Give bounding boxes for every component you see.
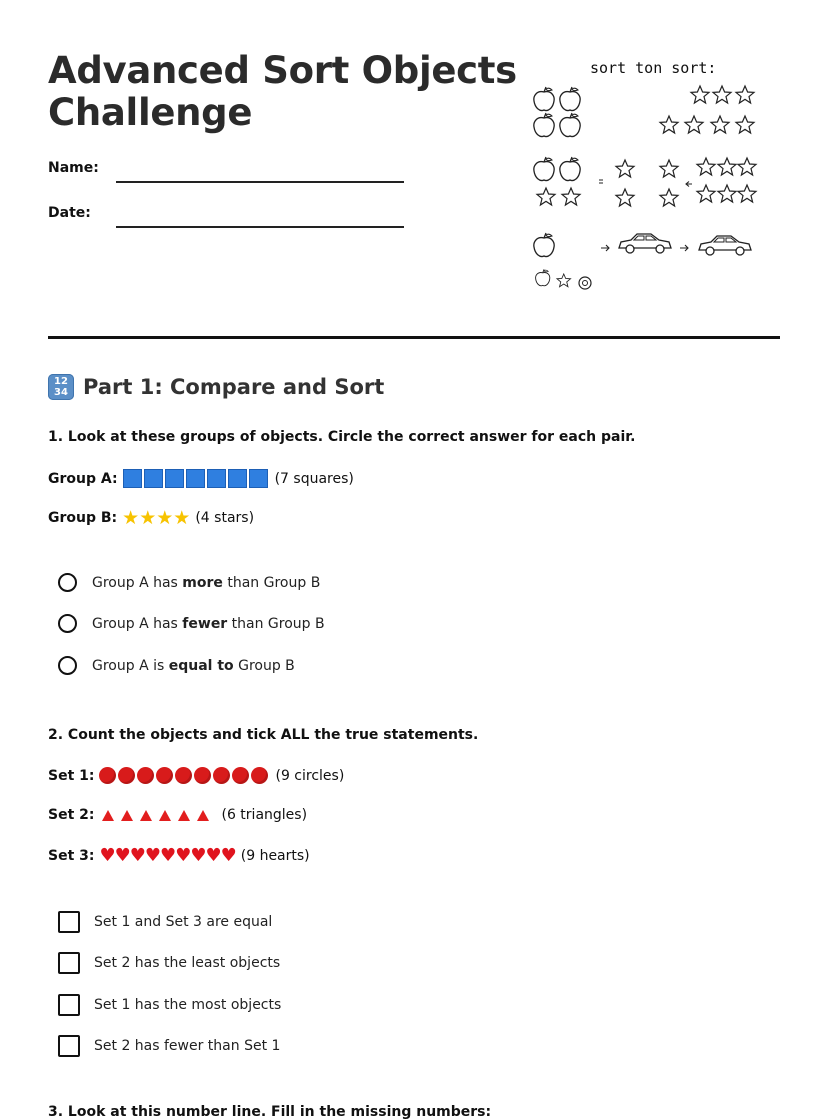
red-triangle-icon [197, 810, 209, 821]
set-3-hearts [99, 847, 235, 865]
star-icon [691, 86, 709, 103]
red-circle-icon [137, 767, 154, 784]
set-3-label: Set 3: [48, 848, 95, 864]
option-text-post: than Group B [227, 615, 325, 632]
illustration-caption: sort ton sort: [590, 59, 717, 77]
option-text-post: Group B [233, 657, 295, 674]
date-input-line[interactable] [116, 226, 404, 228]
set-3-note: (9 hearts) [240, 848, 310, 864]
star-icon [537, 188, 555, 205]
set-1-label: Set 1: [48, 767, 95, 784]
heart-icon: ♥ [160, 845, 177, 866]
section-divider [48, 336, 780, 339]
name-input-line[interactable] [116, 181, 404, 183]
name-label: Name: [48, 160, 99, 176]
option-text-pre: Group A has [92, 615, 183, 632]
group-a-row [48, 469, 354, 488]
set-2-triangles [102, 810, 216, 821]
group-a-label: Group A: [48, 470, 118, 487]
blue-square-icon [123, 469, 142, 488]
red-triangle-icon [121, 810, 133, 821]
group-b-stars [122, 509, 190, 527]
statement-text: Set 2 has the least objects [94, 955, 281, 971]
radio-circle[interactable] [58, 656, 77, 675]
question-1-prompt: 1. Look at these groups of objects. Circle the correct answer for each pair. [48, 429, 636, 445]
red-triangle-icon [159, 810, 171, 821]
star-icon [738, 158, 756, 175]
heart-icon: ♥ [114, 845, 131, 866]
red-triangle-icon [102, 810, 114, 821]
statement-item[interactable] [58, 994, 281, 1016]
star-icon [738, 185, 756, 202]
apple-icon [560, 157, 580, 181]
blue-square-icon [228, 469, 247, 488]
star-icon [685, 116, 703, 133]
heart-icon: ♥ [99, 845, 116, 866]
answer-option[interactable] [58, 656, 295, 675]
star-icon [718, 185, 736, 202]
star-icon [711, 116, 729, 133]
apple-icon [536, 269, 550, 285]
apple-icon [534, 113, 554, 137]
question-3-prompt: 3. Look at this number line. Fill in the missing numbers: [48, 1104, 492, 1120]
set-1-circles [99, 767, 270, 784]
radio-circle[interactable] [58, 573, 77, 592]
answer-option[interactable] [58, 573, 320, 592]
star-icon [660, 160, 678, 177]
checkbox[interactable] [58, 952, 80, 974]
star-icon [718, 158, 736, 175]
red-circle-icon [232, 767, 249, 784]
star-icon [713, 86, 731, 103]
star-icon [616, 160, 634, 177]
group-a-note: (7 squares) [274, 470, 354, 487]
checkbox[interactable] [58, 911, 80, 933]
option-text-pre: Group A has [92, 574, 183, 591]
star-icon [562, 188, 580, 205]
set-2-label: Set 2: [48, 807, 95, 823]
statement-item[interactable] [58, 1035, 280, 1057]
red-circle-icon [175, 767, 192, 784]
part1-title: Part 1: Compare and Sort [83, 375, 385, 399]
answer-option-text [92, 658, 295, 674]
date-label: Date: [48, 205, 91, 221]
statement-text: Set 1 has the most objects [94, 997, 282, 1013]
red-circle-icon [118, 767, 135, 784]
star-icon [616, 189, 634, 206]
red-triangle-icon [140, 810, 152, 821]
option-text-pre: Group A is [92, 657, 169, 674]
statement-item[interactable] [58, 911, 272, 933]
statement-text: Set 2 has fewer than Set 1 [94, 1038, 281, 1054]
blue-square-icon [207, 469, 226, 488]
apple-icon [534, 157, 554, 181]
radio-circle[interactable] [58, 614, 77, 633]
group-a-squares [123, 469, 270, 488]
red-circle-icon [194, 767, 211, 784]
answer-option-text [92, 575, 320, 591]
option-text-emphasis: equal to [168, 657, 234, 674]
blue-square-icon [186, 469, 205, 488]
statement-text: Set 1 and Set 3 are equal [94, 914, 273, 930]
answer-option[interactable] [58, 614, 325, 633]
red-circle-icon [156, 767, 173, 784]
keycap-bottom-digits: 34 [54, 387, 68, 398]
star-icon: ★ [139, 507, 157, 529]
apple-icon [534, 87, 554, 111]
option-text-post: than Group B [222, 574, 321, 591]
blue-square-icon [249, 469, 268, 488]
group-b-label: Group B: [48, 510, 118, 526]
red-circle-icon [213, 767, 230, 784]
option-text-emphasis: fewer [182, 615, 228, 632]
apple-icon [534, 233, 554, 257]
car-icon [619, 234, 671, 253]
group-b-row [48, 509, 254, 527]
red-circle-icon [99, 767, 116, 784]
keycap-top-digits: 12 [54, 376, 68, 387]
red-triangle-icon [178, 810, 190, 821]
star-icon: ★ [156, 507, 174, 529]
star-icon [736, 116, 754, 133]
car-icon [699, 236, 751, 255]
heart-icon: ♥ [175, 845, 192, 866]
group-b-note: (4 stars) [195, 510, 255, 526]
part1-heading [48, 374, 384, 400]
blue-square-icon [144, 469, 163, 488]
set-2-row [48, 807, 307, 823]
question-2-prompt: 2. Count the objects and tick ALL the true statements. [48, 727, 479, 743]
star-icon [660, 116, 678, 133]
keycap-1234-icon [48, 374, 74, 400]
red-circle-icon [251, 767, 268, 784]
heart-icon: ♥ [205, 845, 222, 866]
answer-option-text [92, 616, 325, 632]
set-3-row [48, 847, 310, 865]
small-wheel-hub [583, 281, 588, 286]
star-icon: ★ [122, 507, 140, 529]
set-1-note: (9 circles) [275, 767, 345, 784]
star-icon [660, 189, 678, 206]
option-text-emphasis: more [182, 574, 223, 591]
star-icon [736, 86, 754, 103]
sorting-illustration [525, 56, 765, 296]
checkbox[interactable] [58, 1035, 80, 1057]
heart-icon: ♥ [129, 845, 146, 866]
heart-icon: ♥ [144, 845, 162, 866]
small-wheel-icon [579, 277, 591, 289]
set-1-row [48, 767, 344, 784]
apple-icon [560, 113, 580, 137]
statement-item[interactable] [58, 952, 280, 974]
set-2-note: (6 triangles) [221, 807, 308, 823]
star-icon [697, 158, 715, 175]
worksheet-title: Advanced Sort Objects Challenge [48, 49, 517, 134]
heart-icon: ♥ [220, 845, 237, 866]
blue-square-icon [165, 469, 184, 488]
apple-icon [560, 87, 580, 111]
star-icon [697, 185, 715, 202]
star-icon [557, 274, 571, 287]
heart-icon: ♥ [190, 845, 207, 866]
checkbox[interactable] [58, 994, 80, 1016]
star-icon: ★ [173, 507, 191, 529]
